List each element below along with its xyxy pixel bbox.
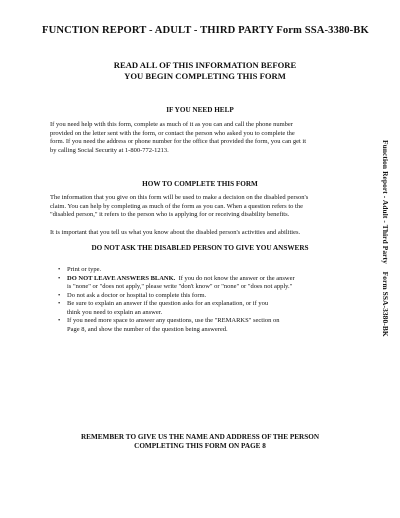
- how-to-heading: HOW TO COMPLETE THIS FORM: [142, 180, 258, 188]
- how-to-line: "disabled person," it refers to the person who is applying for or receiving disability benefits.: [50, 211, 290, 218]
- list-item-text: is "none" or "does not apply," please write "don't know" or "none" or "does not apply.": [67, 283, 293, 290]
- how-to-line: The information that you give on this form will be used to make a decision on the disabled person's: [50, 194, 309, 201]
- list-item: [58, 317, 368, 334]
- bullet-icon: •: [58, 291, 61, 299]
- list-item: [58, 292, 368, 301]
- help-line: form. If you need the address or phone number for the office that provided the form, you can get it: [50, 138, 307, 145]
- list-item-text-rest: If you do not know the answer or the answer: [175, 274, 295, 282]
- how-to-paragraph: [50, 194, 368, 220]
- emphasis-text: DO NOT LEAVE ANSWERS BLANK.: [67, 274, 176, 282]
- list-item: [58, 275, 368, 292]
- list-item-text: Be sure to explain an answer if the question asks for an explanation, or if you: [67, 300, 269, 307]
- how-to-line: claim. You can help by completing as much of the form as you can. When a question refers to the: [50, 202, 303, 210]
- side-title: [380, 140, 390, 376]
- read-all-line-1: READ ALL OF THIS INFORMATION BEFORE: [113, 60, 297, 70]
- help-line: provided on the letter sent with the form, or contact the person who asked you to complete the: [50, 129, 295, 137]
- list-item-text: Print or type.: [67, 266, 102, 273]
- footer-line-1: REMEMBER TO GIVE US THE NAME AND ADDRESS OF THE PERSON: [80, 433, 320, 441]
- form-title: FUNCTION REPORT - ADULT - THIRD PARTY Form SSA-3380-BK: [42, 25, 369, 36]
- instruction-list: [58, 266, 368, 334]
- list-item: [58, 300, 368, 317]
- help-heading: IF YOU NEED HELP: [166, 106, 234, 114]
- footer-line-2: COMPLETING THIS FORM ON PAGE 8: [134, 442, 266, 450]
- activities-paragraph: [50, 229, 368, 238]
- bullet-icon: •: [58, 266, 61, 273]
- list-item-text: think you need to explain an answer.: [67, 308, 163, 316]
- list-item-text: Page 8, and show the number of the question being answered.: [67, 325, 228, 333]
- bullet-icon: •: [58, 300, 61, 307]
- help-paragraph: [50, 121, 368, 155]
- list-item-text: Do not ask a doctor or hospital to complete this form.: [67, 291, 207, 299]
- activities-line: It is important that you tell us what you know about the disabled person's activities and abilities.: [50, 229, 301, 236]
- warning-heading: DO NOT ASK THE DISABLED PERSON TO GIVE YOU ANSWERS: [91, 244, 309, 252]
- bullet-icon: •: [58, 317, 61, 324]
- read-all-line-2: YOU BEGIN COMPLETING THIS FORM: [124, 71, 286, 81]
- help-line: If you need help with this form, complete as much of it as you can and call the phone number: [50, 121, 293, 128]
- list-item-text: [67, 275, 368, 284]
- list-item-text: If you need more space to answer any questions, use the "REMARKS" section on: [67, 317, 280, 324]
- list-item: [58, 266, 368, 275]
- help-line: by calling Social Security at 1-800-772-1213.: [50, 146, 169, 154]
- bullet-icon: •: [58, 274, 61, 282]
- side-title-text: Function Report - Adult - Third Party Form SSA-3380-BK: [381, 140, 390, 337]
- footer-reminder: [50, 433, 350, 451]
- read-all-heading: [60, 60, 350, 82]
